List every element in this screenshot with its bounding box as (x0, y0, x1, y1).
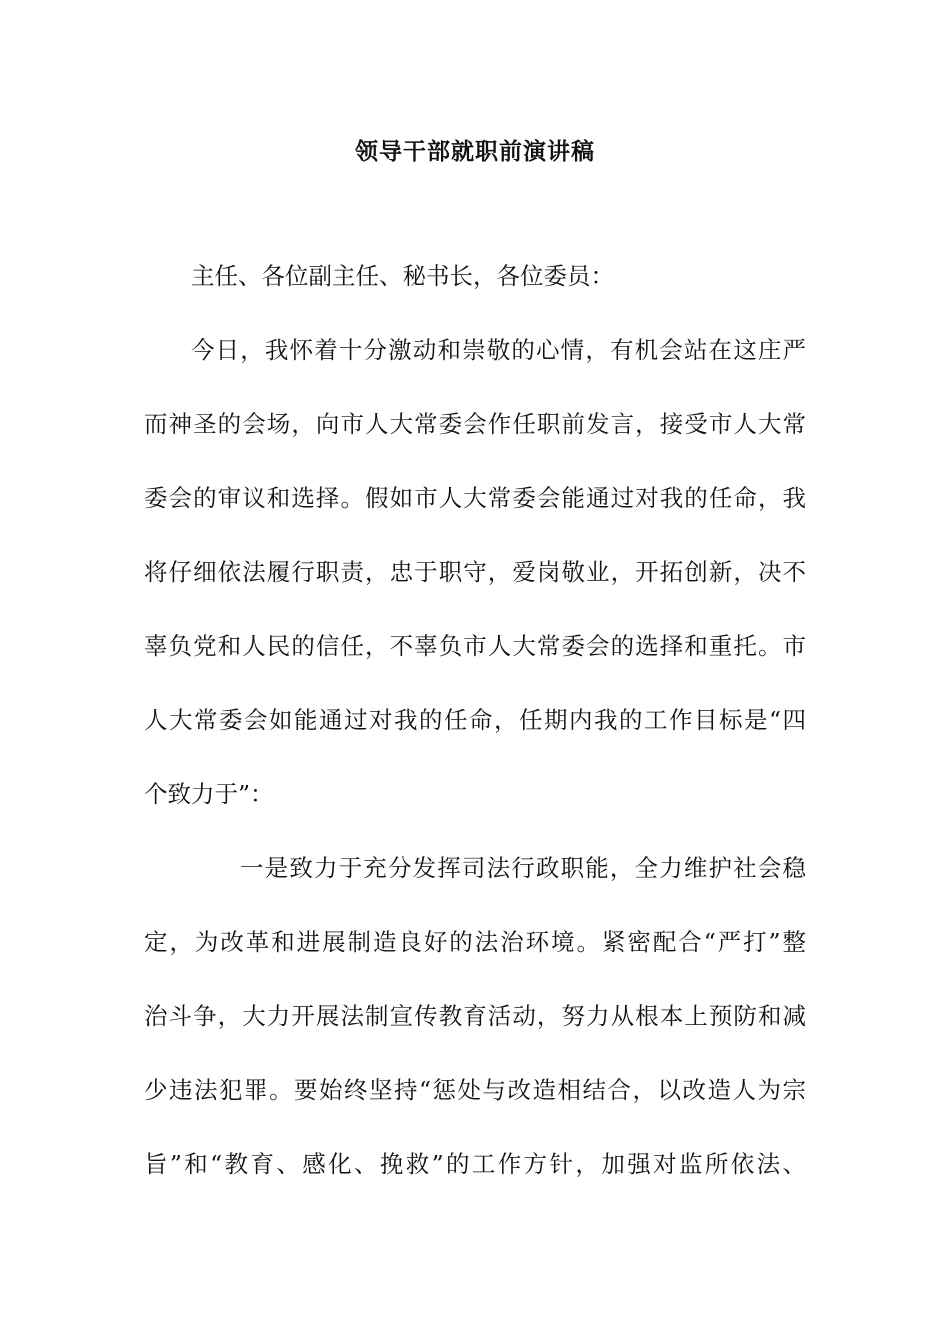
document-title: 领导干部就职前演讲稿 (355, 138, 595, 165)
paragraph-line: 今日，我怀着十分激动和崇敬的心情，有机会站在这庄严 (191, 336, 806, 364)
paragraph-line: 少违法犯罪。要始终坚持“惩处与改造相结合，以改造人为宗 (144, 1076, 806, 1104)
paragraph-line: 辜负党和人民的信任，不辜负市人大常委会的选择和重托。市 (144, 632, 806, 660)
paragraph-line: 定，为改革和进展制造良好的法治环境。紧密配合“严打”整 (144, 928, 806, 956)
document-body (144, 256, 806, 1218)
paragraph-line: 旨”和“教育、感化、挽救”的工作方针，加强对监所依法、 (144, 1150, 806, 1178)
paragraph-line: 人大常委会如能通过对我的任命，任期内我的工作目标是“四 (144, 706, 806, 734)
paragraph-line: 个致力于”： (144, 780, 274, 808)
paragraph-line: 一是致力于充分发挥司法行政职能，全力维护社会稳 (240, 854, 806, 882)
paragraph-line: 委会的审议和选择。假如市人大常委会能通过对我的任命，我 (144, 484, 806, 512)
paragraph-line: 而神圣的会场，向市人大常委会作任职前发言，接受市人大常 (144, 410, 806, 438)
paragraph-line: 将仔细依法履行职责，忠于职守，爱岗敬业，开拓创新，决不 (144, 558, 806, 586)
paragraph-line: 治斗争，大力开展法制宣传教育活动，努力从根本上预防和减 (144, 1002, 806, 1030)
salutation-line: 主任、各位副主任、秘书长，各位委员： (191, 262, 614, 290)
